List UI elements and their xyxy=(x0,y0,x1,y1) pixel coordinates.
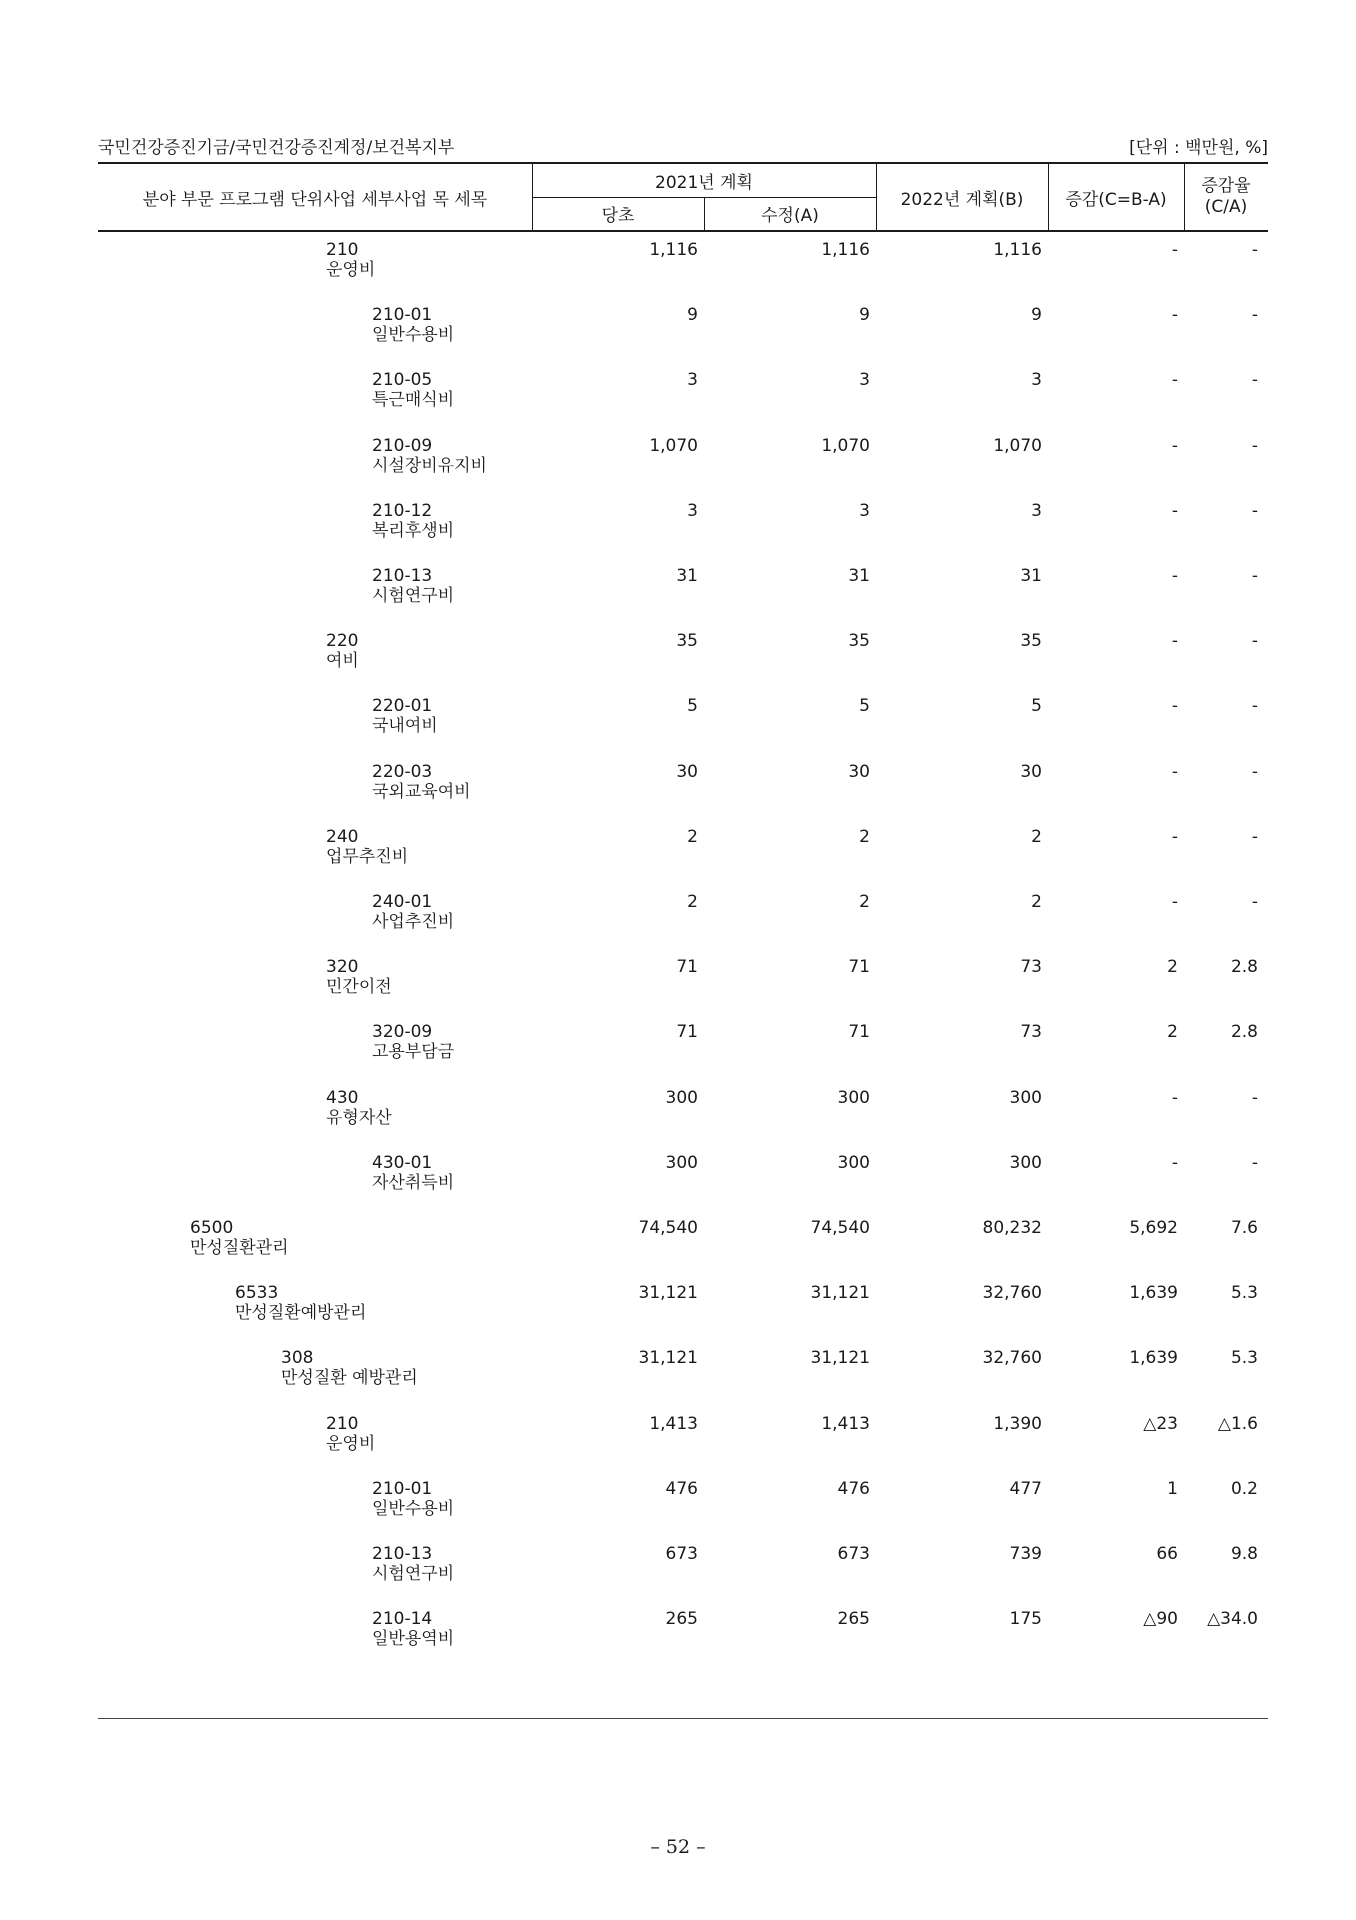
header-change: 증감(C=B-A) xyxy=(1065,189,1167,210)
value-rate: - xyxy=(1251,370,1258,391)
value-change: - xyxy=(1171,1152,1178,1173)
value-revised: 71 xyxy=(848,957,870,978)
value-rate: - xyxy=(1251,566,1258,586)
row-name: 업무추진비 xyxy=(326,846,409,867)
row-name: 고용부담금 xyxy=(372,1042,455,1063)
row-code: 220 xyxy=(326,631,359,652)
value-rate: - xyxy=(1251,826,1258,847)
value-plan-2022: 5 xyxy=(1031,696,1042,717)
value-rate: 7.6 xyxy=(1230,1218,1258,1238)
value-original: 5 xyxy=(687,696,698,717)
value-plan-2022: 739 xyxy=(1009,1544,1042,1564)
row-code: 210-01 xyxy=(372,305,433,326)
value-plan-2022: 2 xyxy=(1031,826,1042,847)
row-code: 430-01 xyxy=(372,1152,433,1173)
value-original: 1,116 xyxy=(649,240,698,260)
header-rate xyxy=(1184,164,1268,230)
value-rate: 5.3 xyxy=(1230,1348,1258,1369)
row-name: 운영비 xyxy=(326,1433,376,1454)
value-plan-2022: 3 xyxy=(1031,500,1042,521)
value-original: 9 xyxy=(687,305,698,326)
row-code: 210-12 xyxy=(372,500,433,521)
table-row xyxy=(98,752,1268,816)
row-code: 6533 xyxy=(235,1283,279,1304)
row-code: 210 xyxy=(326,1413,359,1434)
value-revised: 265 xyxy=(837,1609,870,1630)
table-row xyxy=(98,686,1268,750)
value-rate: 2.8 xyxy=(1230,957,1258,978)
value-change: 5,692 xyxy=(1129,1218,1178,1238)
value-revised: 1,413 xyxy=(821,1413,870,1434)
value-revised: 3 xyxy=(859,500,870,521)
value-original: 673 xyxy=(665,1544,698,1564)
row-name: 시험연구비 xyxy=(372,1564,455,1584)
value-original: 3 xyxy=(687,370,698,391)
row-name: 사업추진비 xyxy=(372,912,455,932)
row-name: 국외교육여비 xyxy=(372,781,471,802)
value-revised: 74,540 xyxy=(810,1218,870,1238)
value-original: 300 xyxy=(665,1152,698,1173)
value-change: - xyxy=(1171,566,1178,586)
value-rate: △1.6 xyxy=(1217,1413,1258,1434)
table-row xyxy=(98,947,1268,1011)
row-name: 유형자산 xyxy=(326,1107,392,1128)
value-revised: 31 xyxy=(848,566,870,586)
table-row xyxy=(98,1208,1268,1272)
value-rate: - xyxy=(1251,435,1258,456)
row-code: 240 xyxy=(326,826,359,847)
value-revised: 5 xyxy=(859,696,870,717)
value-plan-2022: 31 xyxy=(1020,566,1042,586)
value-rate: - xyxy=(1251,892,1258,912)
page-number: – 52 – xyxy=(650,1836,706,1858)
row-code: 210-05 xyxy=(372,370,433,391)
value-plan-2022: 3 xyxy=(1031,370,1042,391)
row-code: 210 xyxy=(326,240,359,260)
value-original: 300 xyxy=(665,1087,698,1108)
value-rate: - xyxy=(1251,696,1258,717)
row-name: 국내여비 xyxy=(372,716,438,737)
document-title: 국민건강증진기금/국민건강증진계정/보건복지부 xyxy=(98,138,455,158)
table-row xyxy=(98,1012,1268,1076)
value-revised: 2 xyxy=(859,892,870,912)
value-rate: 2.8 xyxy=(1230,1022,1258,1043)
bottom-divider xyxy=(98,1718,1268,1719)
table-row xyxy=(98,230,1268,294)
value-change: - xyxy=(1171,240,1178,260)
value-revised: 2 xyxy=(859,826,870,847)
table-row xyxy=(98,817,1268,881)
row-name: 만성질환예방관리 xyxy=(235,1303,367,1324)
value-original: 3 xyxy=(687,500,698,521)
row-name: 일반수용비 xyxy=(372,1498,455,1519)
value-plan-2022: 1,390 xyxy=(993,1413,1042,1434)
row-name: 자산취득비 xyxy=(372,1172,455,1193)
row-code: 220-03 xyxy=(372,761,433,782)
value-plan-2022: 1,070 xyxy=(993,435,1042,456)
value-plan-2022: 32,760 xyxy=(982,1348,1042,1369)
value-rate: 0.2 xyxy=(1230,1478,1258,1499)
value-rate: - xyxy=(1251,1087,1258,1108)
value-plan-2022: 73 xyxy=(1020,1022,1042,1043)
header-original: 당초 xyxy=(601,206,635,226)
table-row xyxy=(98,1469,1268,1533)
value-change: - xyxy=(1171,631,1178,652)
value-plan-2022: 2 xyxy=(1031,892,1042,912)
row-code: 240-01 xyxy=(372,892,433,912)
value-rate: - xyxy=(1251,305,1258,326)
value-original: 71 xyxy=(676,1022,698,1043)
value-original: 31,121 xyxy=(638,1283,698,1304)
value-change: - xyxy=(1171,500,1178,521)
value-revised: 30 xyxy=(848,761,870,782)
value-change: - xyxy=(1171,1087,1178,1108)
value-rate: - xyxy=(1251,240,1258,260)
table-row xyxy=(98,491,1268,555)
row-name: 일반수용비 xyxy=(372,325,455,346)
value-change: △90 xyxy=(1143,1609,1178,1630)
header-plan-2022: 2022년 계획(B) xyxy=(900,189,1024,210)
value-change: - xyxy=(1171,305,1178,326)
value-plan-2022: 477 xyxy=(1009,1478,1042,1499)
value-original: 2 xyxy=(687,892,698,912)
header-rate-line2: (C/A) xyxy=(1204,197,1248,217)
header-revised: 수정(A) xyxy=(761,206,819,226)
row-code: 210-01 xyxy=(372,1478,433,1499)
value-change: - xyxy=(1171,435,1178,456)
value-change: 1,639 xyxy=(1129,1283,1178,1304)
value-rate: - xyxy=(1251,761,1258,782)
value-original: 1,070 xyxy=(649,435,698,456)
table-row xyxy=(98,426,1268,490)
value-original: 476 xyxy=(665,1478,698,1499)
header-category: 분야 부문 프로그램 단위사업 세부사업 목 세목 xyxy=(142,189,488,210)
value-change: 2 xyxy=(1167,957,1178,978)
value-revised: 3 xyxy=(859,370,870,391)
value-revised: 673 xyxy=(837,1544,870,1564)
value-plan-2022: 80,232 xyxy=(982,1218,1042,1238)
table-row xyxy=(98,1599,1268,1663)
value-original: 74,540 xyxy=(638,1218,698,1238)
table-row xyxy=(98,360,1268,424)
table-row xyxy=(98,621,1268,685)
value-change: 1,639 xyxy=(1129,1348,1178,1369)
row-name: 시설장비유지비 xyxy=(372,455,487,476)
row-name: 운영비 xyxy=(326,260,376,280)
value-original: 31,121 xyxy=(638,1348,698,1369)
row-name: 복리후생비 xyxy=(372,520,455,541)
row-name: 민간이전 xyxy=(326,977,392,998)
table-row xyxy=(98,1143,1268,1207)
value-original: 71 xyxy=(676,957,698,978)
value-revised: 300 xyxy=(837,1152,870,1173)
value-revised: 1,116 xyxy=(821,240,870,260)
value-plan-2022: 35 xyxy=(1020,631,1042,652)
value-revised: 476 xyxy=(837,1478,870,1499)
value-original: 1,413 xyxy=(649,1413,698,1434)
value-change: 66 xyxy=(1156,1544,1178,1564)
table-row xyxy=(98,1078,1268,1142)
row-code: 210-13 xyxy=(372,566,433,586)
value-change: 1 xyxy=(1167,1478,1178,1499)
table-header xyxy=(98,162,1268,232)
header-plan-2021: 2021년 계획 xyxy=(655,173,753,193)
value-revised: 31,121 xyxy=(810,1283,870,1304)
row-name: 여비 xyxy=(326,651,359,672)
row-code: 430 xyxy=(326,1087,359,1108)
value-change: - xyxy=(1171,892,1178,912)
value-rate: 5.3 xyxy=(1230,1283,1258,1304)
row-name: 시험연구비 xyxy=(372,586,455,606)
value-plan-2022: 300 xyxy=(1009,1152,1042,1173)
row-code: 320-09 xyxy=(372,1022,433,1043)
value-plan-2022: 1,116 xyxy=(993,240,1042,260)
value-revised: 31,121 xyxy=(810,1348,870,1369)
value-revised: 9 xyxy=(859,305,870,326)
value-plan-2022: 300 xyxy=(1009,1087,1042,1108)
table-row xyxy=(98,1338,1268,1402)
value-rate: △34.0 xyxy=(1207,1609,1258,1630)
value-original: 35 xyxy=(676,631,698,652)
row-name: 일반용역비 xyxy=(372,1629,455,1650)
table-row xyxy=(98,1534,1268,1598)
value-revised: 35 xyxy=(848,631,870,652)
document-header xyxy=(98,130,1268,156)
value-rate: - xyxy=(1251,631,1258,652)
table-row xyxy=(98,1273,1268,1337)
value-revised: 1,070 xyxy=(821,435,870,456)
value-original: 265 xyxy=(665,1609,698,1630)
value-change: - xyxy=(1171,761,1178,782)
unit-label: [단위 : 백만원, %] xyxy=(1129,138,1268,158)
value-change: - xyxy=(1171,696,1178,717)
value-original: 2 xyxy=(687,826,698,847)
value-revised: 300 xyxy=(837,1087,870,1108)
row-name: 만성질환관리 xyxy=(190,1238,289,1258)
table-row xyxy=(98,556,1268,620)
value-plan-2022: 9 xyxy=(1031,305,1042,326)
header-rate-line1: 증감율 xyxy=(1201,176,1251,196)
value-original: 31 xyxy=(676,566,698,586)
row-code: 220-01 xyxy=(372,696,433,717)
value-plan-2022: 30 xyxy=(1020,761,1042,782)
value-change: 2 xyxy=(1167,1022,1178,1043)
value-plan-2022: 32,760 xyxy=(982,1283,1042,1304)
row-code: 210-14 xyxy=(372,1609,433,1630)
value-rate: 9.8 xyxy=(1230,1544,1258,1564)
value-rate: - xyxy=(1251,500,1258,521)
row-name: 특근매식비 xyxy=(372,390,455,411)
row-code: 6500 xyxy=(190,1218,234,1238)
table-row xyxy=(98,1404,1268,1468)
value-original: 30 xyxy=(676,761,698,782)
value-rate: - xyxy=(1251,1152,1258,1173)
row-code: 308 xyxy=(281,1348,314,1369)
table-row xyxy=(98,882,1268,946)
row-name: 만성질환 예방관리 xyxy=(281,1368,418,1389)
value-change: - xyxy=(1171,826,1178,847)
table-row xyxy=(98,295,1268,359)
row-code: 320 xyxy=(326,957,359,978)
value-change: △23 xyxy=(1143,1413,1178,1434)
row-code: 210-09 xyxy=(372,435,433,456)
value-change: - xyxy=(1171,370,1178,391)
row-code: 210-13 xyxy=(372,1544,433,1564)
value-plan-2022: 175 xyxy=(1009,1609,1042,1630)
value-plan-2022: 73 xyxy=(1020,957,1042,978)
value-revised: 71 xyxy=(848,1022,870,1043)
